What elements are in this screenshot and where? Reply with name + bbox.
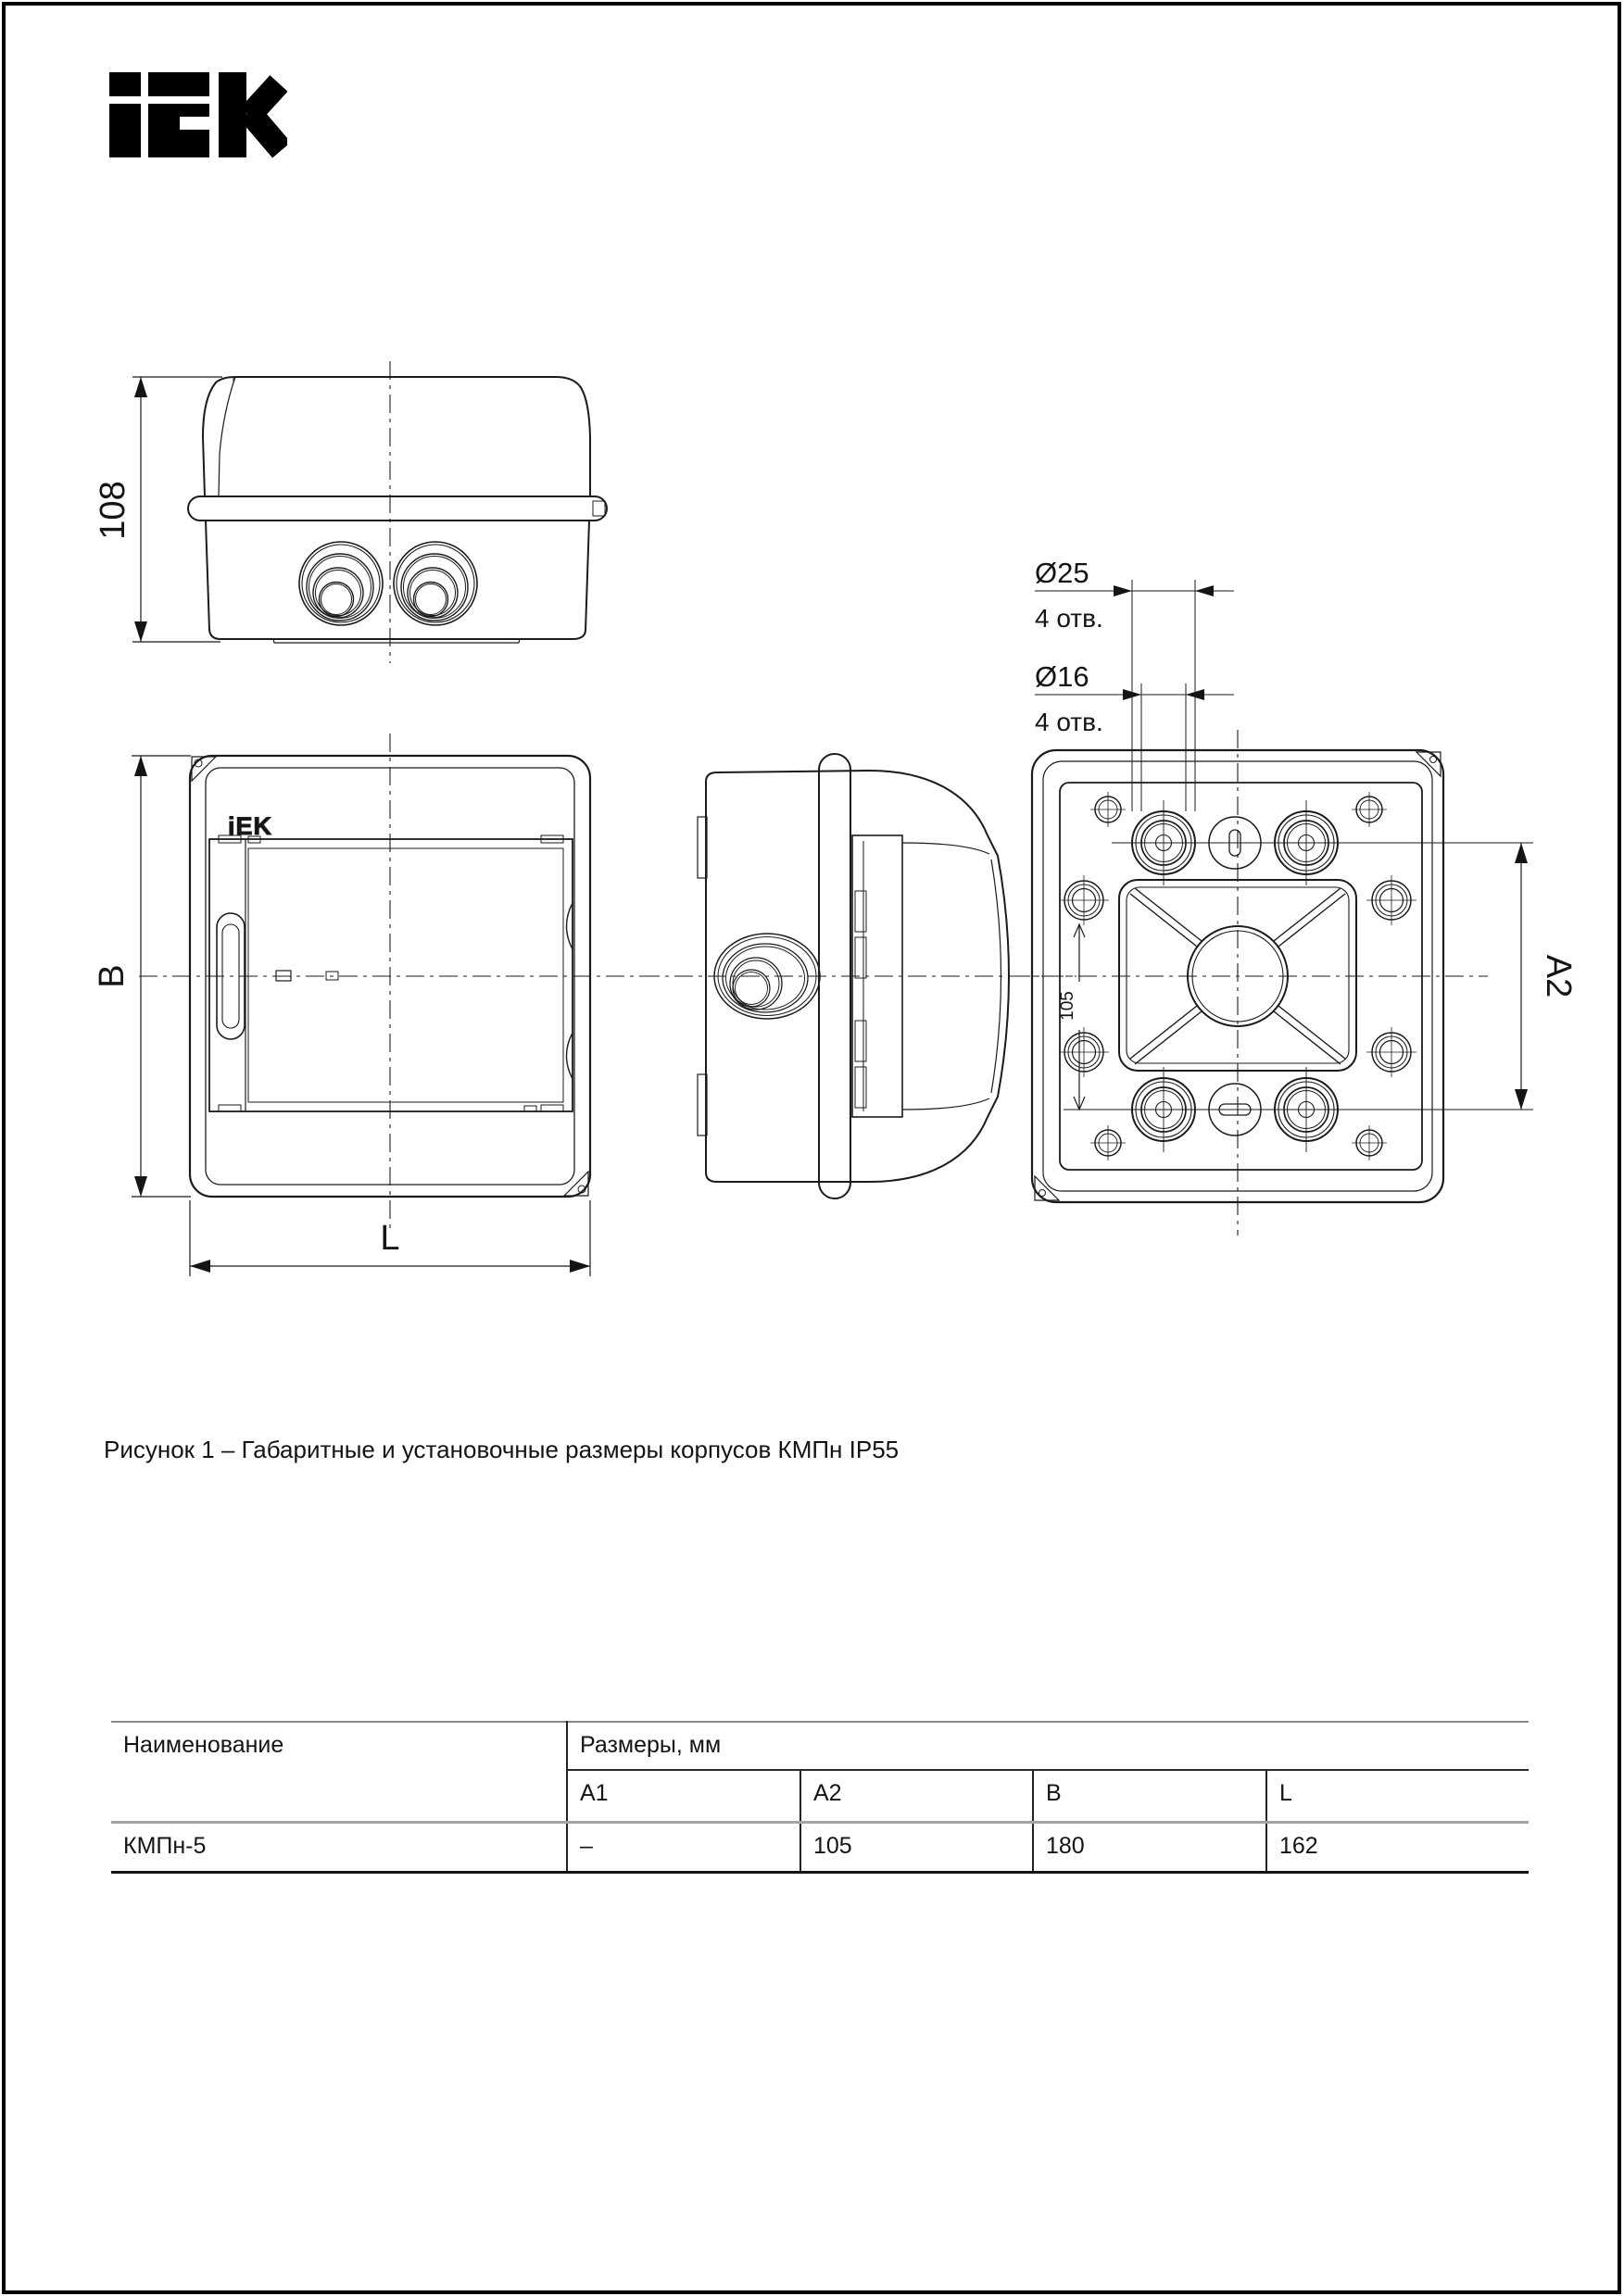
corner-screw	[1416, 752, 1441, 776]
dim-label-105: 105	[1058, 991, 1077, 1021]
gland-knockout	[1132, 1067, 1195, 1152]
dim-label-d25: Ø25	[1035, 557, 1089, 589]
table-cell-a2: 105	[800, 1822, 1033, 1872]
figure-caption: Рисунок 1 – Габаритные и установочные размеры корпусов КМПн IP55	[104, 1436, 900, 1463]
table-cell-name: КМПн-5	[111, 1822, 567, 1872]
table-col-a2: А2	[800, 1770, 1033, 1822]
table-col-a1: А1	[567, 1770, 800, 1822]
corner-hole	[1090, 1125, 1126, 1161]
gland-knockout	[1275, 1067, 1338, 1152]
corner-hole	[1352, 792, 1387, 827]
table-col-l: L	[1266, 1770, 1529, 1822]
dim-label-d16: Ø16	[1035, 660, 1089, 693]
table-header-sizes: Размеры, мм	[567, 1722, 1529, 1770]
front-view	[93, 734, 643, 1276]
dim-label-108: 108	[94, 481, 132, 540]
gland-knockout	[1132, 800, 1195, 885]
table-row	[111, 1822, 1529, 1872]
dimensions-table	[111, 1721, 1529, 1874]
door-iek-logo: iEK	[228, 812, 273, 840]
table-col-b: B	[1033, 1770, 1266, 1822]
table-cell-b: 180	[1033, 1822, 1266, 1872]
gland-knockout	[1275, 800, 1338, 885]
side-view	[641, 754, 1076, 1198]
corner-screw	[192, 757, 216, 781]
dim-label-d16-holes: 4 отв.	[1035, 708, 1103, 736]
cable-gland-knockout	[299, 542, 383, 625]
table-header-name: Наименование	[123, 1732, 284, 1758]
cable-gland-knockout	[394, 542, 477, 625]
dimensions-table-area	[111, 1721, 1529, 1874]
dimension-105	[1058, 924, 1085, 1110]
top-view	[94, 361, 607, 663]
corner-screw	[1035, 1176, 1059, 1200]
corner-hole	[1090, 792, 1126, 827]
screw-knockout	[1366, 875, 1416, 925]
dim-label-A2: A2	[1539, 954, 1578, 998]
corner-hole	[1352, 1125, 1387, 1161]
corner-screw	[564, 1172, 588, 1196]
dimension-108	[94, 377, 222, 642]
dim-label-d25-holes: 4 отв.	[1035, 604, 1103, 633]
dimension-d16	[1035, 660, 1234, 811]
dimension-A2	[1515, 843, 1578, 1110]
screw-knockout	[1059, 875, 1109, 925]
screw-knockout	[1366, 1027, 1416, 1077]
dim-label-B: B	[93, 964, 132, 988]
rear-view	[1012, 557, 1578, 1236]
screw-knockout	[1059, 1027, 1109, 1077]
table-cell-l: 162	[1266, 1822, 1529, 1872]
dim-label-L: L	[380, 1219, 400, 1258]
table-cell-a1: –	[567, 1822, 800, 1872]
